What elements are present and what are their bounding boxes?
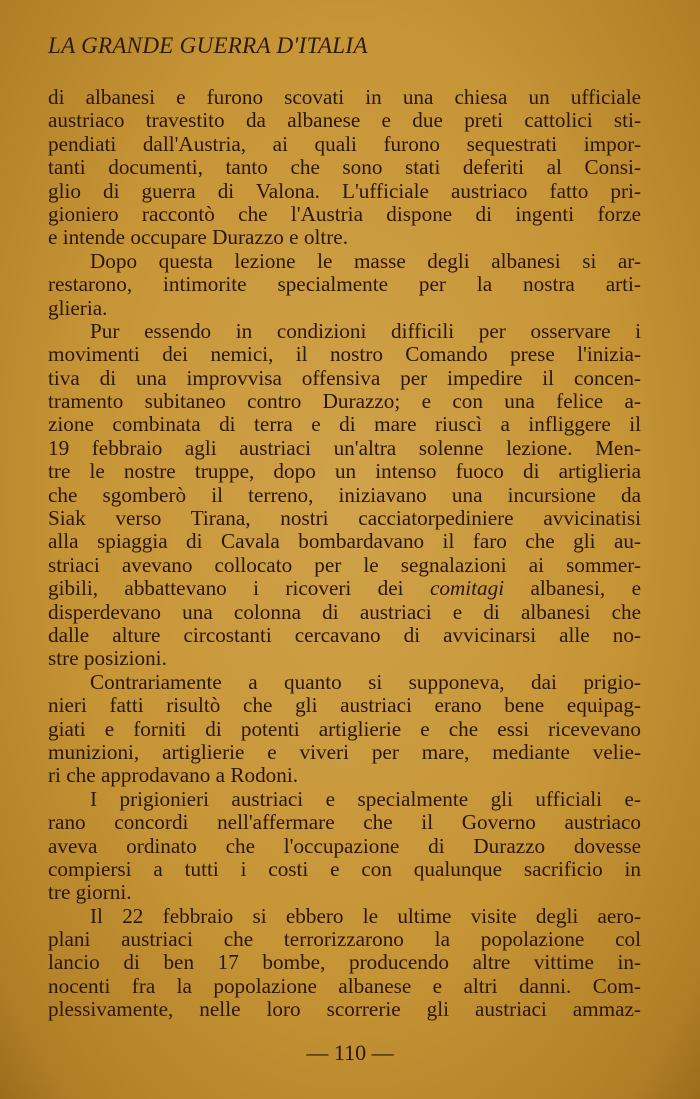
text-line: zione combinata di terra e di mare riuscì a infliggere il — [48, 412, 641, 437]
text-line: di albanesi e furono scovati in una chiesa un ufficiale — [48, 85, 641, 109]
text-line: dalle alture circostanti cercavano di avvicinarsi alle no- — [48, 622, 641, 647]
text-line: alla spiaggia di Cavala bombardavano il faro che gli au- — [48, 529, 641, 554]
text-line: pendiati dall'Austria, ai quali furono sequestrati impor- — [48, 131, 641, 156]
text-line: striaci avevano collocato per le segnalazioni ai sommer- — [48, 552, 641, 577]
text-line: nocenti fra la popolazione albanese e altri danni. Com- — [48, 973, 641, 998]
text-line: disperdevano una colonna di austriaci e di albanesi che — [48, 599, 641, 624]
text-line: Contrariamente a quanto si supponeva, dai prigio- — [90, 669, 641, 694]
text-line: austriaco travestito da albanese e due preti cattolici sti- — [48, 108, 641, 133]
text-line: Il 22 febbraio si ebbero le ultime visite degli aero- — [90, 903, 641, 928]
text-line: gioniero raccontò che l'Austria dispone di ingenti forze — [48, 201, 641, 226]
text-line: nieri fatti risultò che gli austriaci erano bene equipag- — [48, 693, 641, 718]
page-number: — 110 — — [306, 1040, 394, 1065]
running-head: LA GRANDE GUERRA D'ITALIA — [48, 33, 368, 58]
text-segment: albanesi, e — [504, 576, 641, 601]
italic-term: comitagi — [429, 576, 505, 601]
text-line: aveva ordinato che l'occupazione di Durazzo dovesse — [48, 833, 641, 858]
body-text — [48, 86, 641, 1022]
text-line: tiva di una improvvisa offensiva per impedire il concen- — [48, 365, 641, 390]
text-segment: gibili, abbattevano i ricoveri dei — [48, 576, 430, 601]
text-line: compiersi a tutti i costi e con qualunque sacrificio in — [48, 856, 641, 881]
text-line: movimenti dei nemici, il nostro Comando prese l'inizia- — [48, 342, 641, 367]
text-line: tre giorni. — [48, 880, 132, 905]
text-line: rano concordi nell'affermare che il Governo austriaco — [48, 810, 641, 835]
text-line: giati e forniti di potenti artiglierie e che essi ricevevano — [48, 716, 641, 741]
text-line: tre le nostre truppe, dopo un intenso fuoco di artiglieria — [48, 459, 641, 484]
text-line: ri che approdavano a Rodoni. — [48, 763, 299, 788]
text-line: tramento subitaneo contro Durazzo; e con una felice a- — [48, 389, 641, 414]
text-line: stre posizioni. — [48, 646, 167, 671]
text-line: lancio di ben 17 bombe, producendo altre vittime in- — [48, 950, 641, 975]
text-line: tanti documenti, tanto che sono stati deferiti al Consi- — [48, 155, 641, 180]
text-line: restarono, intimorite specialmente per la nostra arti- — [48, 272, 641, 297]
text-line: 19 febbraio agli austriaci un'altra solenne lezione. Men- — [48, 435, 641, 460]
text-line: plessivamente, nelle loro scorrerie gli austriaci ammaz- — [48, 997, 641, 1022]
text-line: Dopo questa lezione le masse degli albanesi si ar- — [90, 248, 641, 273]
text-line: glieria. — [48, 295, 108, 320]
text-line — [48, 577, 641, 600]
text-line: plani austriaci che terrorizzarono la popolazione col — [48, 927, 641, 952]
text-line: I prigionieri austriaci e specialmente gli ufficiali e- — [90, 786, 641, 811]
text-line: e intende occupare Durazzo e oltre. — [48, 225, 348, 250]
text-line: munizioni, artiglierie e viveri per mare, mediante velie- — [48, 739, 641, 764]
text-line: che sgomberò il terreno, iniziavano una incursione da — [48, 482, 641, 507]
text-line: glio di guerra di Valona. L'ufficiale austriaco fatto pri- — [48, 178, 641, 203]
text-line: Pur essendo in condizioni difficili per osservare i — [90, 318, 641, 343]
text-line: Siak verso Tirana, nostri cacciatorpediniere avvicinatisi — [48, 506, 641, 531]
